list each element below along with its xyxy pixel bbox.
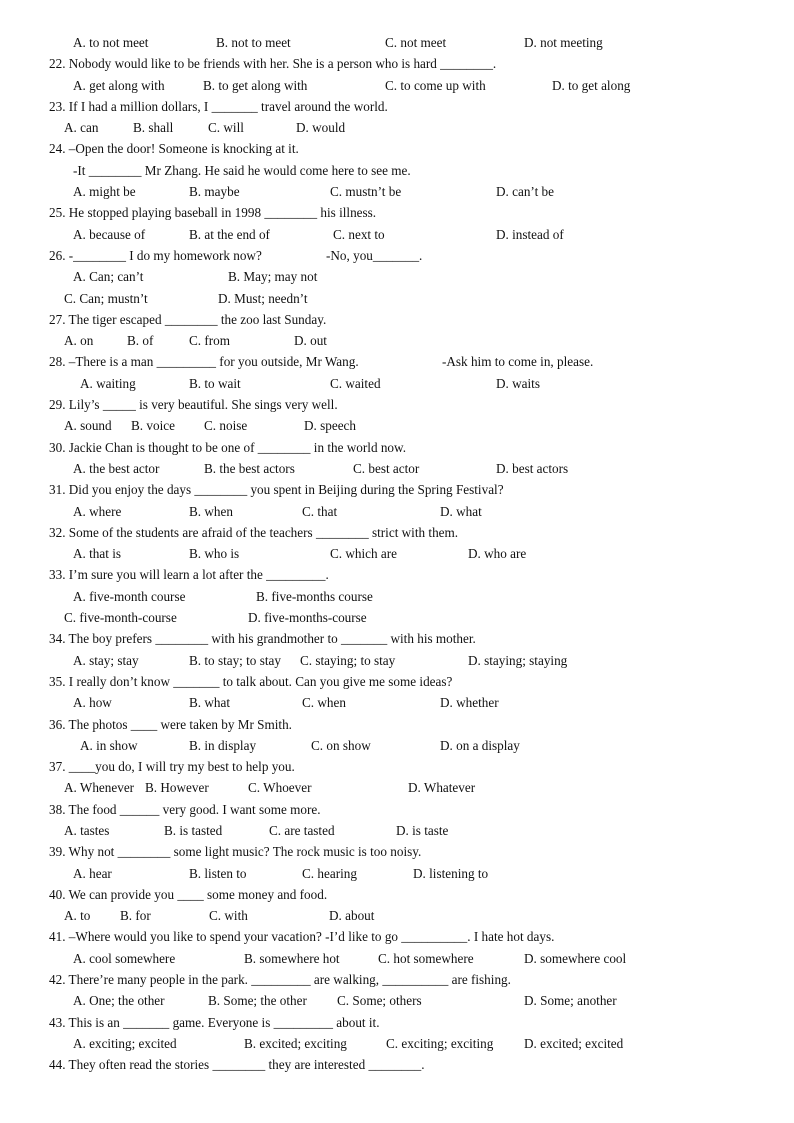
answer-option: B. voice — [131, 418, 175, 434]
answer-option: C. hearing — [302, 865, 357, 881]
answer-option: D. Must; needn’t — [218, 290, 308, 306]
answer-option: C. not meet — [385, 35, 447, 50]
question-text: 35. I really don’t know _______ to talk about. Can you give me some ideas? — [49, 673, 453, 689]
question-line — [0, 1012, 794, 1033]
question-line — [0, 32, 794, 53]
answer-option: C. hot somewhere — [378, 950, 474, 966]
question-line — [0, 415, 794, 436]
question-line — [0, 820, 794, 841]
question-line — [0, 437, 794, 458]
answer-option: D. would — [296, 120, 346, 136]
answer-option: C. when — [302, 695, 346, 711]
question-line — [0, 266, 794, 287]
answer-option: C. noise — [204, 418, 248, 434]
question-line — [0, 841, 794, 862]
question-line — [0, 948, 794, 969]
answer-option: A. waiting — [80, 375, 136, 391]
answer-option: B. in display — [189, 737, 257, 753]
answer-option: A. where — [73, 503, 122, 519]
question-line — [0, 650, 794, 671]
answer-option: A. five-month course — [73, 588, 186, 604]
answer-option: D. to get along — [552, 77, 631, 93]
answer-option: B. somewhere hot — [244, 950, 340, 966]
question-line — [0, 75, 794, 96]
answer-option: A. can — [64, 120, 99, 136]
question-line — [0, 905, 794, 926]
answer-option: B. However — [145, 780, 209, 796]
answer-option: D. best actors — [496, 460, 569, 476]
question-line — [0, 607, 794, 628]
answer-option: B. is tasted — [164, 822, 223, 838]
question-line — [0, 479, 794, 500]
question-line — [0, 586, 794, 607]
answer-option: C. waited — [330, 375, 381, 391]
answer-option: B. when — [189, 503, 233, 519]
question-text: 31. Did you enjoy the days ________ you spent in Beijing during the Spring Festival? — [49, 482, 504, 498]
question-text: 41. –Where would you like to spend your vacation? -I’d like to go __________. I hate hot days. — [49, 929, 555, 945]
answer-option: -No, you_______. — [326, 247, 423, 263]
answer-option: C. Some; others — [337, 993, 422, 1009]
question-text: 23. If I had a million dollars, I _______ travel around the world. — [49, 98, 388, 114]
question-line — [0, 543, 794, 564]
answer-option: B. not to meet — [216, 35, 291, 50]
answer-option: C. exciting; exciting — [386, 1035, 494, 1051]
answer-option: A. in show — [80, 737, 138, 753]
answer-option: B. to wait — [189, 375, 241, 391]
answer-option: D. listening to — [413, 865, 489, 881]
answer-option: D. excited; excited — [524, 1035, 624, 1051]
question-line — [0, 288, 794, 309]
question-line — [0, 714, 794, 735]
question-text: 43. This is an _______ game. Everyone is _________ about it. — [49, 1014, 380, 1030]
answer-option: B. excited; exciting — [244, 1035, 347, 1051]
question-line — [0, 160, 794, 181]
question-line — [0, 692, 794, 713]
question-text: 30. Jackie Chan is thought to be one of ________ in the world now. — [49, 439, 406, 455]
answer-option: B. May; may not — [228, 269, 318, 285]
answer-option: C. with — [209, 908, 248, 924]
answer-option: A. stay; stay — [73, 652, 139, 668]
answer-option: C. are tasted — [269, 822, 335, 838]
answer-option: D. on a display — [440, 737, 520, 753]
answer-option: C. staying; to stay — [300, 652, 396, 668]
answer-option: A. how — [73, 695, 112, 711]
question-text: 39. Why not ________ some light music? The rock music is too noisy. — [49, 844, 422, 860]
question-line — [0, 564, 794, 585]
question-line — [0, 373, 794, 394]
answer-option: D. waits — [496, 375, 540, 391]
answer-option: B. to get along with — [203, 77, 308, 93]
question-line — [0, 501, 794, 522]
answer-option: D. instead of — [496, 226, 564, 242]
answer-option: A. sound — [64, 418, 112, 434]
answer-option: D. speech — [304, 418, 356, 434]
question-text: 38. The food ______ very good. I want some more. — [49, 801, 321, 817]
question-text: 36. The photos ____ were taken by Mr Smith. — [49, 716, 292, 732]
answer-option: C. five-month-course — [64, 610, 177, 626]
question-line — [0, 671, 794, 692]
question-line — [0, 756, 794, 777]
answer-option: C. mustn’t be — [330, 184, 402, 200]
answer-option: D. about — [329, 908, 375, 924]
question-text: 32. Some of the students are afraid of the teachers ________ strict with them. — [49, 524, 459, 540]
question-line — [0, 628, 794, 649]
question-text: 29. Lily’s _____ is very beautiful. She sings very well. — [49, 397, 338, 413]
answer-option: D. whether — [440, 695, 499, 711]
exam-sheet — [0, 32, 794, 1076]
answer-option: B. five-months course — [256, 588, 373, 604]
answer-option: D. who are — [468, 546, 527, 562]
question-line — [0, 224, 794, 245]
answer-option: A. hear — [73, 865, 112, 881]
question-line — [0, 117, 794, 138]
answer-option: A. the best actor — [73, 460, 160, 476]
question-text: 24. –Open the door! Someone is knocking at it. — [49, 141, 299, 157]
answer-option: A. cool somewhere — [73, 950, 176, 966]
answer-option: B. for — [120, 908, 151, 924]
question-text: 25. He stopped playing baseball in 1998 ________ his illness. — [49, 205, 377, 221]
answer-option: D. out — [294, 333, 327, 349]
question-line — [0, 522, 794, 543]
answer-option: D. somewhere cool — [524, 950, 627, 966]
question-line — [0, 969, 794, 990]
question-line — [0, 245, 794, 266]
answer-option: 26. -________ I do my homework now? — [49, 247, 262, 263]
answer-option: C. Can; mustn’t — [64, 290, 148, 306]
answer-option: C. next to — [333, 226, 385, 242]
question-text: 27. The tiger escaped ________ the zoo last Sunday. — [49, 311, 327, 327]
answer-option: B. maybe — [189, 184, 240, 200]
question-text: 37. ____you do, I will try my best to help you. — [49, 759, 295, 775]
answer-option: C. on show — [311, 737, 371, 753]
question-line — [0, 202, 794, 223]
question-line — [0, 735, 794, 756]
question-text: 42. There’re many people in the park. _________ are walking, __________ are fishing. — [49, 972, 511, 988]
question-line — [0, 181, 794, 202]
answer-option: -Ask him to come in, please. — [442, 354, 594, 370]
question-line — [0, 777, 794, 798]
answer-option: C. best actor — [353, 460, 420, 476]
question-line — [0, 96, 794, 117]
question-text: 44. They often read the stories ________ they are interested ________. — [49, 1057, 425, 1073]
question-line — [0, 863, 794, 884]
question-line — [0, 884, 794, 905]
question-text: 22. Nobody would like to be friends with her. She is a person who is hard ________. — [49, 56, 497, 72]
answer-option: D. Whatever — [408, 780, 476, 796]
answer-option: A. Can; can’t — [73, 269, 144, 285]
answer-option: B. the best actors — [204, 460, 295, 476]
answer-option: D. not meeting — [524, 35, 603, 50]
answer-option: C. will — [208, 120, 244, 136]
answer-option: B. listen to — [189, 865, 247, 881]
answer-option: D. five-months-course — [248, 610, 367, 626]
answer-option: A. get along with — [73, 77, 165, 93]
question-text: 33. I’m sure you will learn a lot after the _________. — [49, 567, 329, 583]
answer-option: B. shall — [133, 120, 174, 136]
answer-option: D. Some; another — [524, 993, 617, 1009]
question-line — [0, 394, 794, 415]
question-line — [0, 458, 794, 479]
question-line — [0, 138, 794, 159]
question-line — [0, 990, 794, 1011]
answer-option: A. to — [64, 908, 91, 924]
answer-option: A. to not meet — [73, 35, 149, 50]
answer-option: A. that is — [73, 546, 121, 562]
answer-option: 28. –There is a man _________ for you outside, Mr Wang. — [49, 354, 359, 370]
question-text: 34. The boy prefers ________ with his grandmother to _______ with his mother. — [49, 631, 476, 647]
answer-option: A. on — [64, 333, 94, 349]
question-line — [0, 309, 794, 330]
question-text: 40. We can provide you ____ some money and food. — [49, 886, 328, 902]
answer-option: D. what — [440, 503, 482, 519]
answer-option: C. that — [302, 503, 338, 519]
answer-option: A. One; the other — [73, 993, 165, 1009]
answer-option: B. who is — [189, 546, 240, 562]
answer-option: D. is taste — [396, 822, 449, 838]
answer-option: B. to stay; to stay — [189, 652, 281, 668]
answer-option: B. Some; the other — [208, 993, 307, 1009]
answer-option: A. might be — [73, 184, 136, 200]
question-line — [0, 1033, 794, 1054]
answer-option: B. of — [127, 333, 154, 349]
answer-option: B. what — [189, 695, 231, 711]
answer-option: C. Whoever — [248, 780, 312, 796]
question-line — [0, 799, 794, 820]
question-line — [0, 351, 794, 372]
question-line — [0, 1054, 794, 1075]
answer-option: D. can’t be — [496, 184, 554, 200]
question-line — [0, 330, 794, 351]
answer-option: C. from — [189, 333, 231, 349]
answer-option: A. tastes — [64, 822, 110, 838]
question-line — [0, 926, 794, 947]
answer-option: C. to come up with — [385, 77, 486, 93]
answer-option: C. which are — [330, 546, 398, 562]
answer-option: A. Whenever — [64, 780, 135, 796]
answer-option: A. because of — [73, 226, 146, 242]
question-line — [0, 53, 794, 74]
question-text: -It ________ Mr Zhang. He said he would come here to see me. — [73, 162, 411, 178]
answer-option: A. exciting; excited — [73, 1035, 177, 1051]
answer-option: D. staying; staying — [468, 652, 568, 668]
answer-option: B. at the end of — [189, 226, 270, 242]
